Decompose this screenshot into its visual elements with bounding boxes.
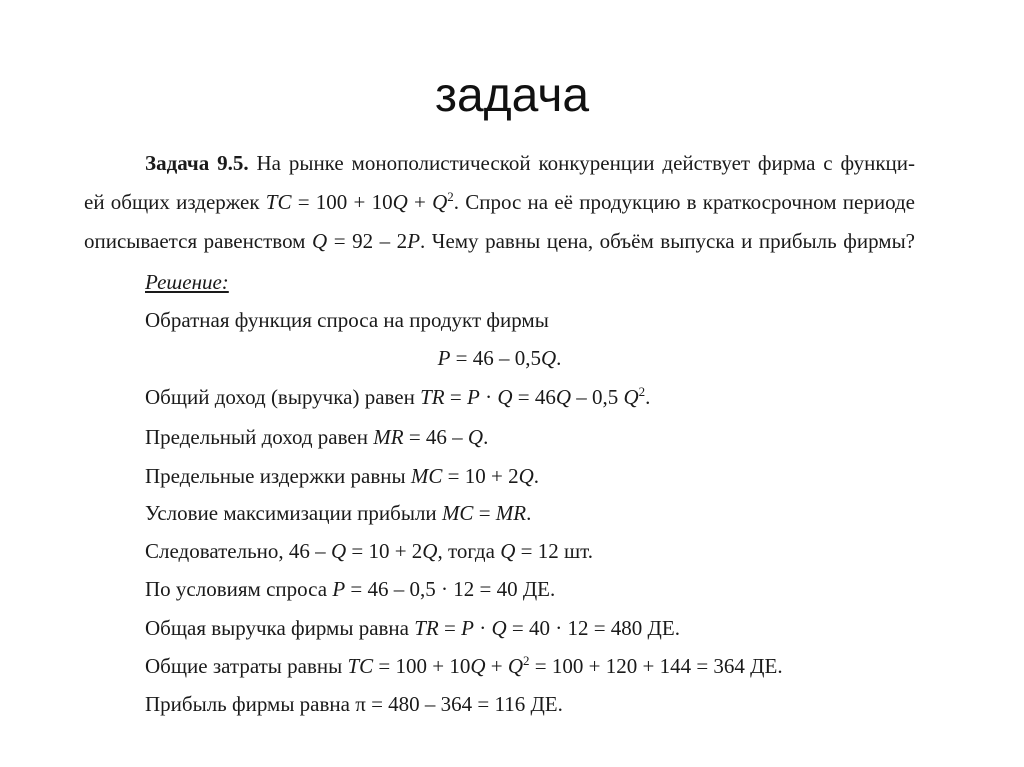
text-segment: ·	[473, 616, 492, 640]
solution-line	[84, 307, 915, 333]
problem-statement-line	[84, 150, 915, 176]
superscript: 2	[447, 189, 454, 204]
solution-line	[84, 653, 915, 679]
text-segment: Условие максимизации прибыли	[145, 501, 442, 525]
text-segment: – 0,5	[571, 385, 624, 409]
text-segment: По условиям спроса	[145, 577, 333, 601]
text-segment: Q	[330, 539, 347, 563]
text-segment: = 46 – 0,5 · 12 = 40 ДЕ.	[345, 577, 556, 601]
text-segment: P	[461, 616, 474, 640]
text-segment: = 100 + 10	[373, 654, 471, 678]
text-segment: = 92 – 2	[327, 229, 408, 253]
text-segment: Прибыль фирмы равна π = 480 – 364 = 116 ДЕ.	[145, 692, 563, 716]
text-segment: = 10 + 2	[442, 464, 519, 488]
text-segment: Q	[432, 190, 448, 214]
text-segment: Q	[500, 539, 516, 563]
text-segment: = 100 + 120 + 144 = 364 ДЕ.	[529, 654, 783, 678]
text-segment: . Чему равны цена, объём выпуска и прибыль фирмы?	[420, 229, 916, 253]
text-segment: .	[556, 346, 562, 370]
text-segment: Общий доход (выручка) равен	[145, 385, 421, 409]
text-segment: = 46	[512, 385, 556, 409]
text-segment: Q	[470, 654, 486, 678]
text-segment: = 46 –	[403, 425, 468, 449]
text-segment: Q	[623, 385, 639, 409]
text-segment: Общие затраты равны	[145, 654, 348, 678]
text-segment: = 40 · 12 = 480 ДЕ.	[506, 616, 680, 640]
text-segment: ей общих издержек	[84, 190, 266, 214]
solution-line	[84, 538, 915, 564]
text-segment: = 100 + 10	[291, 190, 393, 214]
solution-line	[84, 463, 915, 489]
text-segment: =	[473, 501, 496, 525]
text-segment: Обратная функция спроса на продукт фирмы	[145, 308, 549, 332]
text-segment: = 46 – 0,5	[450, 346, 541, 370]
solution-line	[84, 691, 915, 717]
text-segment: Q	[555, 385, 571, 409]
superscript: 2	[638, 384, 646, 399]
text-segment: Следовательно, 46 –	[145, 539, 331, 563]
solution-line	[84, 576, 915, 602]
superscript: 2	[523, 653, 530, 668]
text-segment: описывается равенством	[84, 229, 313, 253]
text-segment: P	[466, 385, 480, 409]
text-segment: TC	[265, 190, 292, 214]
text-segment: MC	[441, 501, 474, 525]
text-segment: Q	[467, 425, 484, 449]
text-segment: = 10 + 2	[346, 539, 423, 563]
text-segment: TR	[414, 616, 439, 640]
text-segment: Q	[507, 654, 524, 678]
text-segment: , тогда	[437, 539, 501, 563]
text-segment: = 12 шт.	[515, 539, 593, 563]
text-segment: .	[533, 464, 539, 488]
text-segment: . Спрос на её продукцию в краткосрочном периоде	[453, 190, 916, 214]
solution-heading	[84, 269, 915, 295]
text-segment: +	[407, 190, 433, 214]
text-segment: Q	[422, 539, 438, 563]
text-segment: =	[444, 385, 467, 409]
text-segment: Q	[392, 190, 408, 214]
text-segment: MC	[410, 464, 443, 488]
solution-line	[84, 384, 915, 410]
problem-statement-line	[84, 228, 915, 254]
text-segment: Решение:	[145, 270, 229, 294]
text-segment: Q	[518, 464, 534, 488]
text-segment: Q	[312, 229, 328, 253]
solution-line	[84, 500, 915, 526]
text-segment: Задача 9.5.	[145, 151, 249, 175]
text-segment: MR	[373, 425, 404, 449]
text-segment: .	[645, 385, 651, 409]
solution-line	[84, 615, 915, 641]
text-segment: +	[485, 654, 508, 678]
slide-title: задача	[434, 69, 590, 122]
text-segment: MR	[495, 501, 527, 525]
text-segment: На рынке монополистической конкуренции действует фирма с функци-	[248, 151, 915, 175]
solution-line	[84, 345, 915, 371]
problem-statement-line	[84, 189, 915, 215]
solution-line	[84, 424, 915, 450]
text-segment: =	[438, 616, 462, 640]
text-segment: Общая выручка фирмы равна	[145, 616, 415, 640]
text-segment: .	[483, 425, 489, 449]
text-segment: Предельные издержки равны	[145, 464, 411, 488]
text-segment: .	[526, 501, 532, 525]
text-segment: ·	[479, 385, 498, 409]
text-segment: Q	[491, 616, 507, 640]
text-segment: TR	[420, 385, 445, 409]
text-segment: TC	[347, 654, 374, 678]
text-segment: P	[332, 577, 346, 601]
text-segment: P	[437, 346, 451, 370]
text-segment: Q	[541, 346, 557, 370]
text-segment: P	[407, 229, 421, 253]
text-segment: Предельный доход равен	[145, 425, 374, 449]
text-segment: Q	[497, 385, 513, 409]
